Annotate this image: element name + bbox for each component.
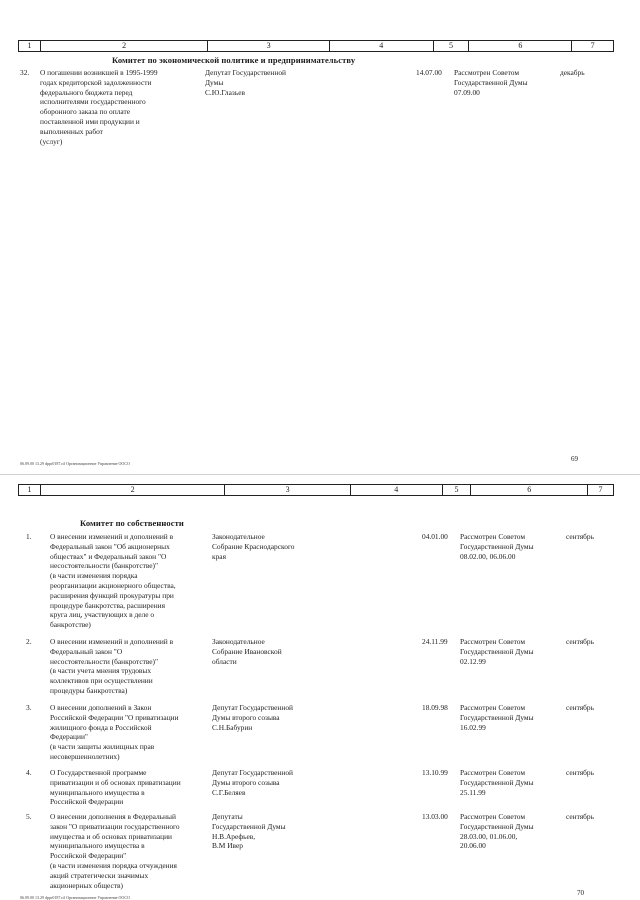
- row-date: 13.10.99: [422, 768, 448, 777]
- row-month: сентябрь: [566, 637, 594, 646]
- col-4-header: 4: [351, 485, 443, 495]
- row-date: 24.11.99: [422, 637, 448, 646]
- col-3-header: 3: [208, 41, 330, 51]
- col-3-header: 3: [225, 485, 351, 495]
- col-1-header: 1: [19, 41, 41, 51]
- row-month: сентябрь: [566, 768, 594, 777]
- row-title: О внесении изменений и дополнений в Федеральный закон "Об акционерных обществах" и Федеральный закон "О несостоятельности (банкротстве)" (в части изменения порядка реорганизации акционерного общества, расширения функций прокуратуры при процедуре банкротства, расширения круга лиц, участвующих в деле о банкротстве): [50, 532, 176, 630]
- row-month: сентябрь: [566, 812, 594, 821]
- committee-title: Комитет по экономической политике и предпринимательству: [112, 55, 356, 65]
- page-divider: [0, 474, 640, 475]
- row-title: О погашении возникшей в 1995-1999 годах кредиторской задолженности федерального бюджета перед исполнителями государственного оборонного заказа по оплате поставленной ими продукции и выполненных работ (услуг): [40, 68, 158, 146]
- col-7-header: 7: [598, 485, 603, 494]
- col-6-header: 6: [469, 41, 572, 51]
- row-author: Депутат Государственной Думы второго созыва С.Н.Бабурин: [212, 703, 293, 732]
- row-title: О внесении дополнения в Федеральный закон "О приватизации государственного имущества и об основах приватизации муниципального имущества в Российской Федерации" (в части изменения порядка отчуждения акций стратегически значимых акционерных обществ): [50, 812, 180, 890]
- row-date: 14.07.00: [416, 68, 442, 77]
- row-title: О внесении изменений и дополнений в Федеральный закон "О несостоятельности (банкротстве)" (в части учета мнения трудовых коллективов при осуществлении процедуры банкротства): [50, 637, 174, 695]
- row-number: 1.: [26, 532, 32, 541]
- row-status: Рассмотрен Советом Государственной Думы 02.12.99: [460, 637, 534, 666]
- row-status: Рассмотрен Советом Государственной Думы 08.02.00, 06.06.00: [460, 532, 534, 561]
- col-5-header: 5: [434, 41, 470, 51]
- page-number: 70: [577, 889, 584, 897]
- row-status: Рассмотрен Советом Государственной Думы 28.03.00, 01.06.00, 20.06.00: [460, 812, 534, 851]
- col-1-header: 1: [19, 485, 41, 495]
- page-number: 69: [571, 455, 578, 463]
- col-7-header: 7: [590, 41, 595, 50]
- row-author: Законодательное Собрание Ивановской области: [212, 637, 282, 666]
- row-number: 32.: [20, 68, 30, 77]
- row-title: О Государственной программе приватизации и об основах приватизации муниципального имущества в Российской Федерации: [50, 768, 181, 807]
- row-date: 04.01.00: [422, 532, 448, 541]
- table-header-page2: [18, 484, 614, 496]
- col-2-header: 2: [41, 41, 208, 51]
- col-2-header: 2: [41, 485, 225, 495]
- row-number: 2.: [26, 637, 32, 646]
- table-header-page1: [18, 40, 614, 52]
- row-month: сентябрь: [566, 532, 594, 541]
- row-author: Законодательное Собрание Краснодарского края: [212, 532, 295, 561]
- col-6-header: 6: [471, 485, 588, 495]
- row-status: Рассмотрен Советом Государственной Думы 16.02.99: [460, 703, 534, 732]
- row-month: сентябрь: [566, 703, 594, 712]
- row-number: 4.: [26, 768, 32, 777]
- row-date: 13.03.00: [422, 812, 448, 821]
- row-author: Депутат Государственной Думы С.Ю.Глазьев: [205, 68, 286, 97]
- page-footer: 06.09.00 13.29 dppr0187.rtf Организационное Управление ООСО: [20, 461, 130, 466]
- committee-title: Комитет по собственности: [80, 518, 184, 528]
- row-date: 18.09.98: [422, 703, 448, 712]
- row-status: Рассмотрен Советом Государственной Думы 07.09.00: [454, 68, 528, 97]
- row-title: О внесении дополнений в Закон Российской Федерации "О приватизации жилищного фонда в Российской Федерации" (в части защиты жилищных прав несовершеннолетних): [50, 703, 179, 761]
- page-footer: 06.09.00 13.29 dppr0187.rtf Организационное Управление ООСО: [20, 895, 130, 900]
- row-month: декабрь: [560, 68, 585, 77]
- row-status: Рассмотрен Советом Государственной Думы 25.11.99: [460, 768, 534, 797]
- row-number: 3.: [26, 703, 32, 712]
- col-4-header: 4: [330, 41, 434, 51]
- col-5-header: 5: [443, 485, 472, 495]
- row-author: Депутат Государственной Думы второго созыва С.Г.Беляев: [212, 768, 293, 797]
- row-author: Депутаты Государственной Думы Н.В.Арефьев, В.М Ивер: [212, 812, 286, 851]
- row-number: 5.: [26, 812, 32, 821]
